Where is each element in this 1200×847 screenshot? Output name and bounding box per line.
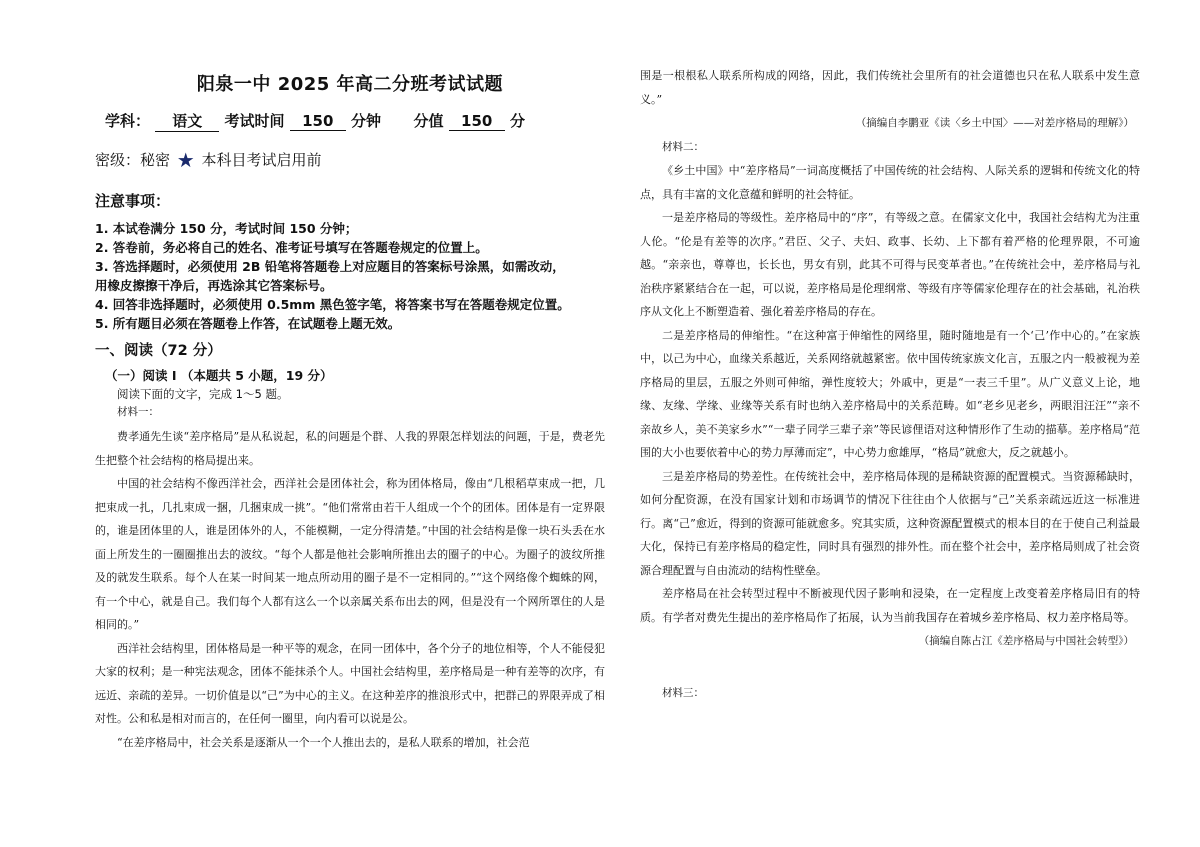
score-label: 分值 (413, 112, 444, 130)
notice-item: 4. 回答非选择题时，必须使用 0.5mm 黑色签字笔，将答案书写在答题卷规定位置。 (95, 297, 570, 312)
time-label: 考试时间 (224, 112, 285, 130)
star-icon: ★ (176, 148, 195, 172)
right-column (640, 64, 1140, 705)
material1-continuation (640, 64, 1140, 111)
score-unit: 分 (509, 112, 525, 130)
subject-value: 语文 (155, 110, 219, 132)
material2-text (640, 159, 1140, 629)
subsection-heading: （一）阅读 I （本题共 5 小题，19 分） (105, 368, 333, 383)
paragraph: 三是差序格局的势差性。在传统社会中，差序格局体现的是稀缺资源的配置模式。当资源稀缺时，如何分配资源，在没有国家计划和市场调节的情况下往往由个人依据与“己”关系亲疏远近这一标准进行。离“己”愈近，得到的资源可能就愈多。究其实质，这种资源配置模式的根本目的在于使自己利益最大化，保持已有差序格局的稳定性，同时具有强烈的排外性。而在整个社会中，差序格局则成了社会资源合理配置与自由流动的结构性壁垒。 (640, 469, 1140, 577)
secret-label: 密级：秘密 (95, 151, 171, 169)
notice-item: 5. 所有题目必须在答题卷上作答，在试题卷上题无效。 (95, 316, 401, 331)
score-value: 150 (449, 112, 505, 131)
citation-2: （摘编自陈占江《差序格局与中国社会转型》） (918, 635, 1134, 647)
exam-title: 阳泉一中 2025 年高二分班考试试题 (196, 74, 504, 95)
notice-item: 3. 答选择题时，必须使用 2B 铅笔将答题卷上对应题目的答案标号涂黑，如需改动， (95, 259, 565, 274)
paragraph: 围是一根根私人联系所构成的网络，因此，我们传统社会里所有的社会道德也只在私人联系中发生意义。” (640, 69, 1140, 106)
paragraph: 二是差序格局的伸缩性。“在这种富于伸缩性的网络里，随时随地是有一个‘己’作中心的。”在家族中，以己为中心，血缘关系越近，关系网络就越紧密。依中国传统家族文化言，五服之内一般被视为差序格局的里层，五服之外则可伸缩，弹性度较大；外戚中，更是“一表三千里”。从广义意义上论，地缘、友缘、学缘、业缘等关系有时也纳入差序格局中的关系范畴。如“老乡见老乡，两眼泪汪汪”“亲不亲故乡人，美不美家乡水”“一辈子同学三辈子亲”等民谚俚语对这种情形作了生动的描摹。差序格局“范围的大小也要依着中心的势力厚薄而定”，中心势力愈雄厚，“格局”就愈大，反之就越小。 (640, 328, 1140, 459)
time-value: 150 (290, 112, 346, 131)
time-unit: 分钟 (350, 112, 381, 130)
material1-text (95, 425, 605, 754)
material2-label: 材料二： (662, 141, 704, 153)
secret-note: 本科目考试启用前 (201, 151, 322, 169)
exam-meta (105, 110, 605, 132)
paragraph: 差序格局在社会转型过程中不断被现代因子影响和浸染，在一定程度上改变着差序格局旧有的特质。有学者对费先生提出的差序格局作了拓展，认为当前我国存在着城乡差序格局、权力差序格局等。 (640, 587, 1140, 624)
subject-label: 学科： (105, 112, 151, 130)
section-heading: 一、阅读（72 分） (95, 343, 222, 359)
paragraph: 《乡土中国》中“差序格局”一词高度概括了中国传统的社会结构、人际关系的逻辑和传统文化的特点，具有丰富的文化意蕴和鲜明的社会特征。 (640, 164, 1140, 201)
notice-item: 用橡皮擦擦干净后，再选涂其它答案标号。 (95, 278, 333, 293)
paragraph: “在差序格局中，社会关系是逐渐从一个一个人推出去的，是私人联系的增加，社会范 (117, 735, 530, 749)
paragraph: 中国的社会结构不像西洋社会，西洋社会是团体社会，称为团体格局，像由“几根稻草束成一把，几把束成一扎，几扎束成一捆，几捆束成一挑”。“他们常常由若干人组成一个个的团体。团体是有一定界限的，谁是团体里的人，谁是团体外的人，不能模糊，一定分得清楚。”中国的社会结构是像一块石头丢在水面上所发生的一圈圈推出去的波纹。“每个人都是他社会影响所推出去的圈子的中心。为圈子的波纹所推及的就发生联系。每个人在某一时间某一地点所动用的圈子是不一定相同的。”“这个网络像个蜘蛛的网，有一个中心，就是自己。我们每个人都有这么一个以亲属关系布出去的网，但是没有一个网所罩住的人是相同的。” (95, 477, 605, 631)
material3-label: 材料三： (662, 687, 704, 699)
citation-1: （摘编自李鹏亚《读〈乡土中国〉——对差序格局的理解》） (855, 117, 1134, 129)
instruction: 阅读下面的文字，完成 1～5 题。 (117, 387, 289, 401)
notice-list (95, 219, 605, 333)
left-column (95, 70, 605, 754)
paragraph: 西洋社会结构里，团体格局是一种平等的观念，在同一团体中，各个分子的地位相等，个人不能侵犯大家的权利；是一种宪法观念，团体不能抹杀个人。中国社会结构里，差序格局是一种有差等的次序，有远近、亲疏的差异。一切价值是以“己”为中心的主义。在这种差序的推浪形式中，把群己的界限弄成了相对性。公和私是相对而言的，在任何一圈里，向内看可以说是公。 (95, 641, 605, 725)
material1-label: 材料一： (117, 406, 159, 418)
secret-line (95, 148, 605, 172)
paragraph: 费孝通先生谈“差序格局”是从私说起，私的问题是个群、人我的界限怎样划法的问题，于是，费老先生把整个社会结构的格局提出来。 (95, 430, 605, 467)
notice-item: 1. 本试卷满分 150 分，考试时间 150 分钟； (95, 221, 358, 236)
paragraph: 一是差序格局的等级性。差序格局中的“序”，有等级之意。在儒家文化中，我国社会结构尤为注重人伦。“伦是有差等的次序。”君臣、父子、夫妇、政事、长幼、上下都有着严格的伦理界限，不可逾越。“亲亲也，尊尊也，长长也，男女有别，此其不可得与民变革者也。”在传统社会中，差序格局与礼治秩序紧紧结合在一起，可以说，差序格局是伦理纲常、等级有序等儒家伦理存在的社会基础，礼治秩序从文化上不断塑造着、强化着差序格局的存在。 (640, 211, 1140, 318)
notice-heading: 注意事项： (95, 192, 171, 210)
notice-item: 2. 答卷前，务必将自己的姓名、准考证号填写在答题卷规定的位置上。 (95, 240, 488, 255)
